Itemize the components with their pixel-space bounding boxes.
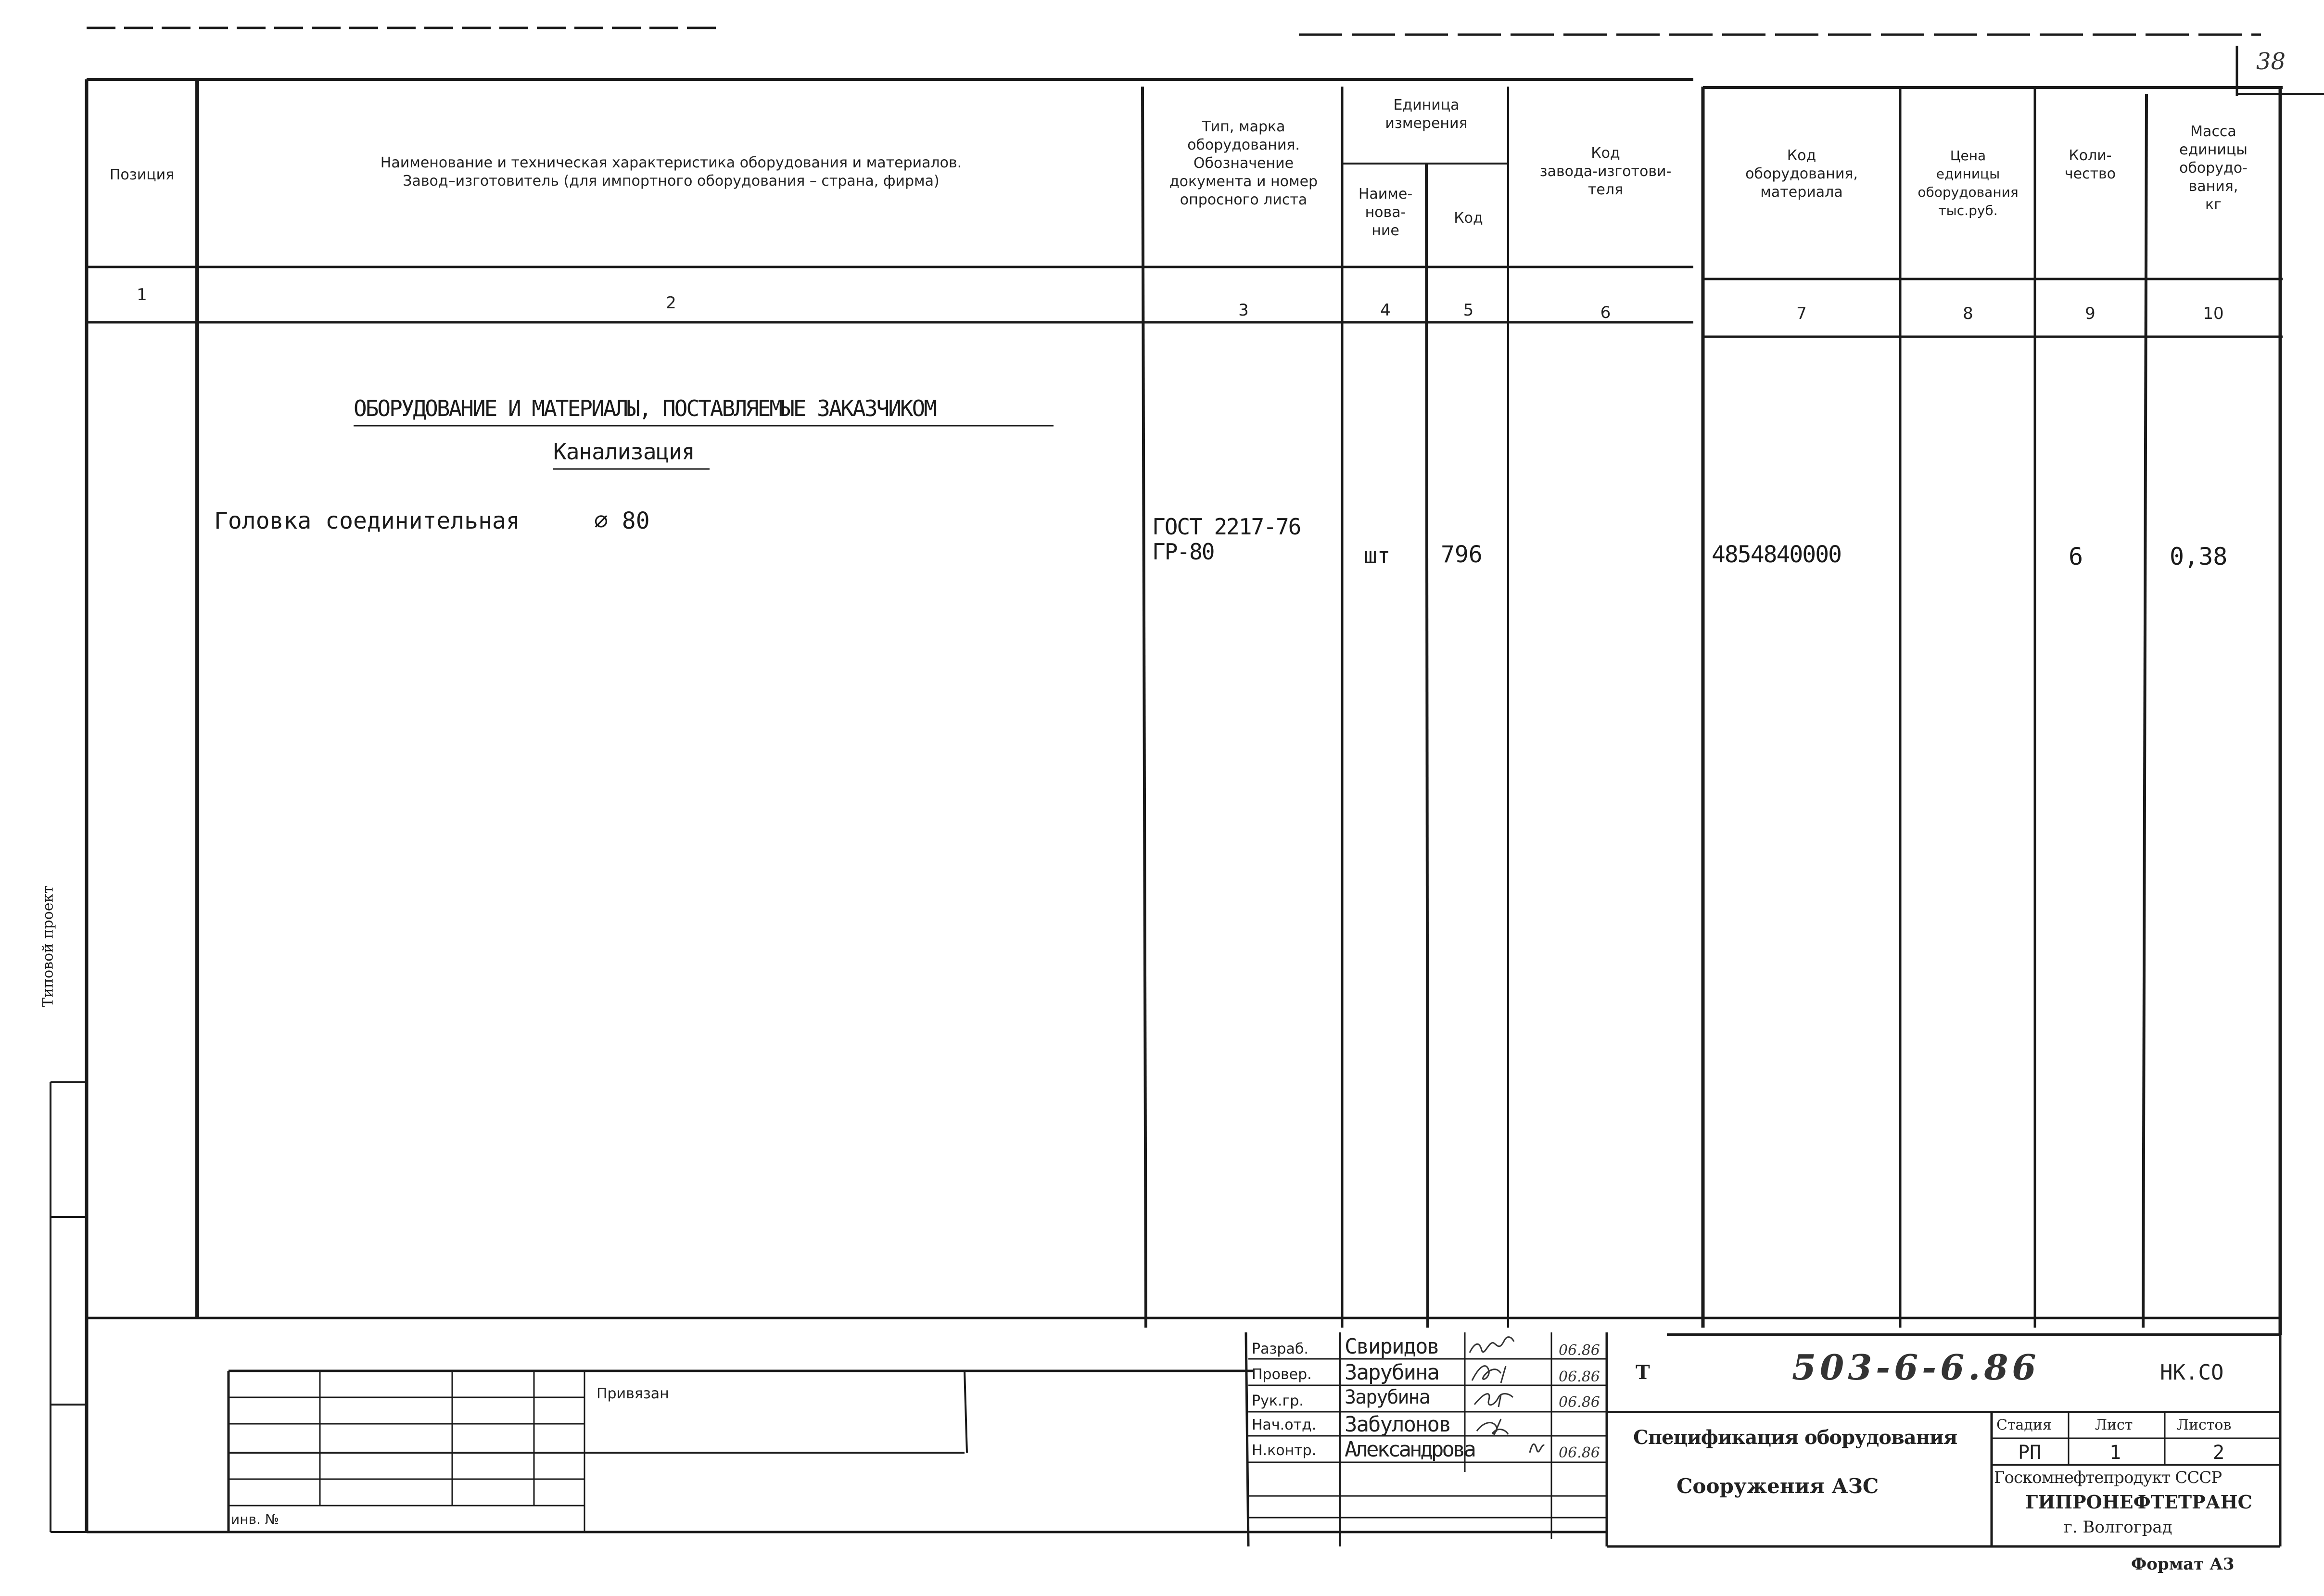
colnum-7: 7 bbox=[1796, 304, 1807, 323]
sheets-label: Листов bbox=[2177, 1417, 2232, 1433]
colnum-1: 1 bbox=[137, 285, 147, 304]
header-mass-l2: единицы bbox=[2179, 141, 2248, 158]
colnum-4: 4 bbox=[1380, 301, 1391, 320]
header-price-l2: единицы bbox=[1936, 166, 2000, 182]
colnum-8: 8 bbox=[1963, 304, 1973, 323]
colnum-2: 2 bbox=[666, 293, 676, 313]
header-qty-l1: Коли- bbox=[2069, 147, 2112, 164]
role-4: Нач.отд. bbox=[1252, 1417, 1317, 1433]
header-qty-l2: чество bbox=[2064, 165, 2116, 182]
name-5: Александрова bbox=[1345, 1437, 1474, 1462]
name-3: Зарубина bbox=[1345, 1386, 1430, 1408]
header-price-l4: тыс.руб. bbox=[1938, 203, 1998, 218]
header-unit-code: Код bbox=[1454, 210, 1483, 227]
org-line1: Госкомнефтепродукт СССР bbox=[1994, 1468, 2222, 1487]
date-3: 06.86 bbox=[1559, 1394, 1600, 1411]
item-unit-name: шт bbox=[1364, 543, 1391, 569]
item-type-line2: ГР-80 bbox=[1152, 539, 1214, 565]
doc-number: 503-6-6.86 bbox=[1792, 1347, 2040, 1388]
header-mass-l3: оборудо- bbox=[2179, 160, 2248, 177]
header-equip-l1: Код bbox=[1787, 147, 1816, 164]
name-2: Зарубина bbox=[1345, 1360, 1439, 1385]
header-unit-group bbox=[1345, 96, 1508, 133]
header-name bbox=[202, 154, 1140, 190]
org-line2: ГИПРОНЕФТЕТРАНС bbox=[2025, 1491, 2252, 1513]
subsection-title: Канализация bbox=[553, 439, 695, 465]
header-type-l1: Тип, марка bbox=[1202, 118, 1285, 135]
header-unit-name bbox=[1345, 185, 1426, 240]
inv-label: инв. № bbox=[231, 1511, 279, 1527]
side-label: Типовой проект bbox=[39, 886, 57, 1007]
header-factory-code bbox=[1511, 144, 1701, 199]
header-quantity bbox=[2037, 147, 2143, 183]
section-title: ОБОРУДОВАНИЕ И МАТЕРИАЛЫ, ПОСТАВЛЯЕМЫЕ ЗАКАЗЧИКОМ bbox=[354, 395, 936, 421]
role-5: Н.контр. bbox=[1252, 1442, 1317, 1459]
stage-label: Стадия bbox=[1996, 1417, 2052, 1433]
name-4: Забулонов bbox=[1345, 1412, 1451, 1437]
format-label: Формат А3 bbox=[2131, 1555, 2235, 1574]
role-1: Разраб. bbox=[1252, 1341, 1308, 1357]
header-type-l3: Обозначение bbox=[1193, 155, 1294, 172]
privyazan-label: Привязан bbox=[597, 1385, 669, 1402]
colnum-6: 6 bbox=[1600, 303, 1611, 322]
header-type-l5: опросного листа bbox=[1180, 191, 1308, 208]
item-mass: 0,38 bbox=[2170, 543, 2228, 570]
header-price bbox=[1903, 147, 2033, 220]
header-name-line1: Наименование и техническая характеристика оборудования и материалов. bbox=[380, 154, 962, 171]
header-mass bbox=[2146, 123, 2280, 214]
sheet-value: 1 bbox=[2109, 1442, 2121, 1464]
header-type-l4: документа и номер bbox=[1169, 173, 1318, 190]
name-1: Свиридов bbox=[1345, 1334, 1439, 1359]
header-unit-name-l3: ние bbox=[1372, 222, 1399, 239]
role-2: Провер. bbox=[1252, 1366, 1312, 1383]
colnum-3: 3 bbox=[1238, 301, 1249, 320]
doc-code: НК.СО bbox=[2160, 1360, 2224, 1385]
header-mass-l4: вания, bbox=[2188, 178, 2238, 195]
header-unit-name-l2: нова- bbox=[1365, 204, 1406, 221]
header-factory-l2: завода-изготови- bbox=[1539, 163, 1672, 180]
header-unit-name-l1: Наиме- bbox=[1358, 186, 1413, 203]
header-equip-l2: оборудования, bbox=[1745, 165, 1858, 182]
header-price-l1: Цена bbox=[1950, 148, 1986, 164]
role-3: Рук.гр. bbox=[1252, 1393, 1304, 1409]
header-factory-l3: теля bbox=[1587, 181, 1624, 198]
sheets-value: 2 bbox=[2213, 1442, 2225, 1464]
header-price-l3: оборудования bbox=[1918, 184, 2019, 200]
header-equipment-code bbox=[1705, 147, 1898, 202]
object-name: Сооружения АЗС bbox=[1676, 1474, 1879, 1498]
org-line3: г. Волгоград bbox=[2064, 1518, 2172, 1537]
doc-title: Спецификация оборудования bbox=[1633, 1426, 1957, 1449]
header-unit-l1: Единица bbox=[1393, 97, 1460, 114]
header-mass-l1: Масса bbox=[2190, 123, 2236, 140]
header-type bbox=[1145, 118, 1342, 209]
t-mark: Т bbox=[1636, 1361, 1650, 1384]
item-size: ⌀ 80 bbox=[594, 507, 650, 534]
item-unit-code: 796 bbox=[1441, 541, 1483, 568]
header-unit-l2: измерения bbox=[1385, 115, 1468, 132]
header-name-line2: Завод–изготовитель (для импортного оборудования – страна, фирма) bbox=[403, 173, 940, 190]
colnum-5: 5 bbox=[1463, 301, 1474, 320]
header-type-l2: оборудования. bbox=[1187, 137, 1300, 153]
header-factory-l1: Код bbox=[1591, 145, 1620, 162]
item-equipment-code: 4854840000 bbox=[1712, 541, 1841, 568]
colnum-9: 9 bbox=[2085, 304, 2095, 323]
stage-value: РП bbox=[2018, 1442, 2042, 1464]
header-position: Позиция bbox=[109, 166, 175, 183]
date-5: 06.86 bbox=[1559, 1444, 1600, 1461]
sheet-label: Лист bbox=[2095, 1417, 2133, 1433]
item-name: Головка соединительная bbox=[214, 507, 520, 534]
date-2: 06.86 bbox=[1559, 1368, 1600, 1385]
header-equip-l3: материала bbox=[1760, 184, 1843, 201]
date-1: 06.86 bbox=[1559, 1342, 1600, 1359]
item-type-line1: ГОСТ 2217-76 bbox=[1152, 514, 1301, 540]
page-number: 38 bbox=[2256, 48, 2286, 75]
item-quantity: 6 bbox=[2069, 543, 2083, 570]
colnum-10: 10 bbox=[2203, 304, 2224, 323]
header-mass-l5: кг bbox=[2205, 196, 2222, 213]
